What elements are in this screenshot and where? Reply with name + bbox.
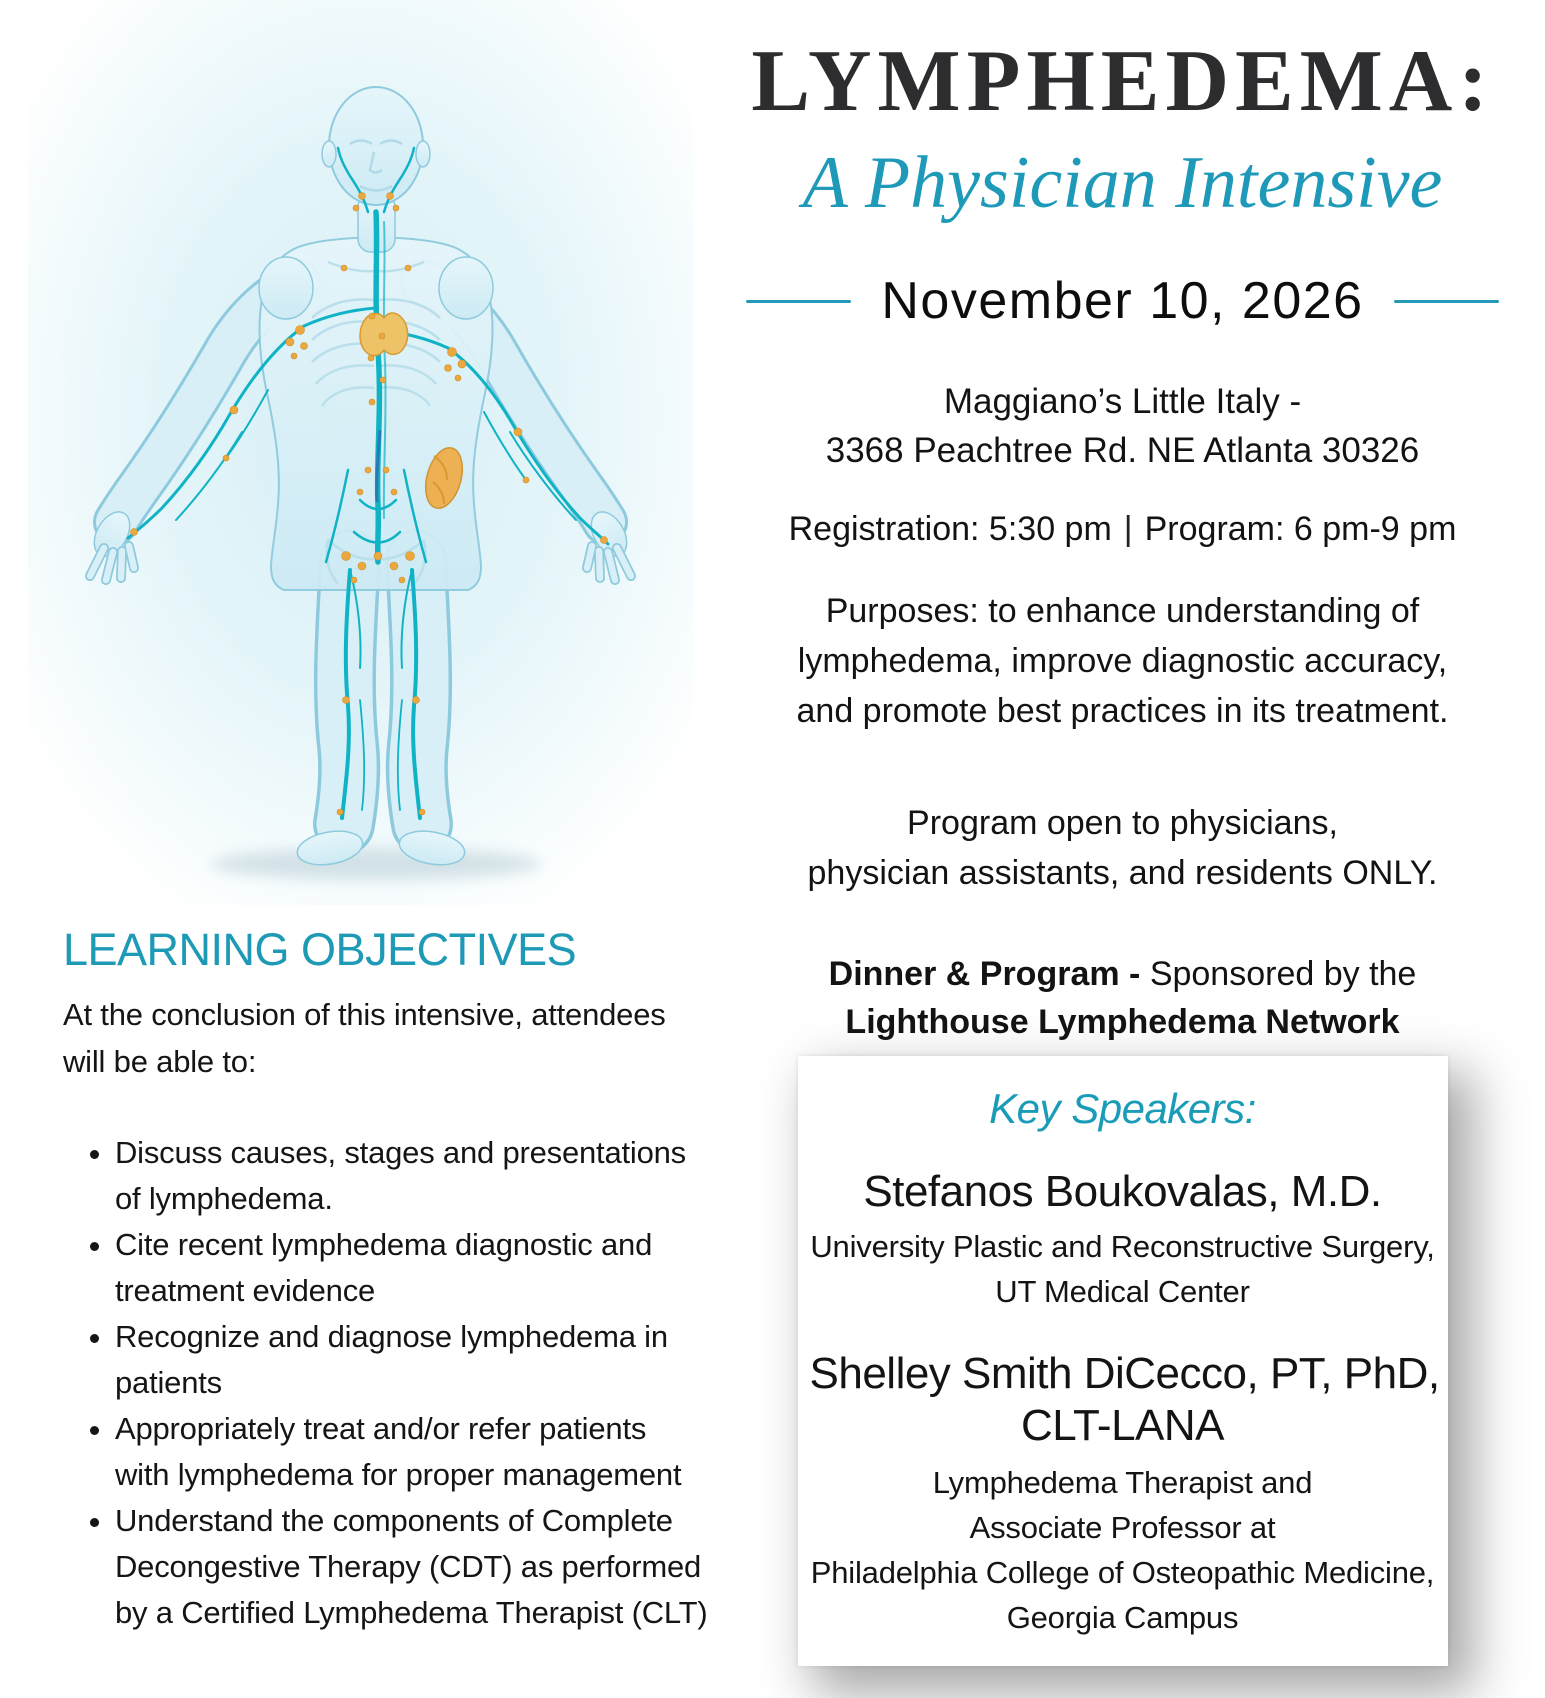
schedule-divider: | bbox=[1123, 510, 1133, 549]
date-rule-left bbox=[746, 300, 851, 303]
event-title: LYMPHEDEMA: bbox=[751, 33, 1494, 130]
date-rule-right bbox=[1394, 300, 1499, 303]
learning-objectives-list bbox=[63, 1130, 708, 1636]
event-details-column bbox=[700, 0, 1545, 1666]
sponsor-line bbox=[700, 950, 1545, 998]
objective-item: • Discuss causes, stages and presentations of lymphedema. bbox=[115, 1130, 708, 1222]
speaker-2-org: Associate Professor at bbox=[969, 1510, 1276, 1546]
objective-item: • Appropriately treat and/or refer patients with lymphedema for proper management bbox=[115, 1406, 708, 1498]
sponsor-lead: Dinner & Program - bbox=[828, 955, 1141, 994]
registration-time: Registration: 5:30 pm bbox=[788, 510, 1112, 549]
learning-objectives-heading: LEARNING OBJECTIVES bbox=[63, 924, 577, 975]
speaker-1-org: University Plastic and Reconstructive Surgery, bbox=[810, 1229, 1435, 1265]
venue-address: 3368 Peachtree Rd. NE Atlanta 30326 bbox=[825, 431, 1420, 471]
speaker-1-name: Stefanos Boukovalas, M.D. bbox=[863, 1167, 1382, 1217]
learning-objectives-section bbox=[63, 925, 708, 1636]
key-speakers-heading: Key Speakers: bbox=[989, 1085, 1256, 1133]
objective-item: • Cite recent lymphedema diagnostic and treatment evidence bbox=[115, 1222, 708, 1314]
speaker-2-org: Philadelphia College of Osteopathic Medicine, bbox=[810, 1555, 1435, 1591]
sponsor-block bbox=[700, 950, 1545, 1046]
speaker-2-name: Shelley Smith DiCecco, PT, PhD, bbox=[809, 1349, 1440, 1399]
body-figure-svg bbox=[28, 0, 693, 905]
purpose-line: Purposes: to enhance understanding of bbox=[825, 592, 1420, 631]
lymphatic-body-illustration bbox=[28, 0, 693, 905]
purpose-block bbox=[700, 586, 1545, 736]
event-subtitle: A Physician Intensive bbox=[802, 142, 1443, 225]
speaker-1-org: UT Medical Center bbox=[995, 1274, 1250, 1310]
speaker-2-org: Lymphedema Therapist and bbox=[932, 1465, 1313, 1501]
learning-objectives-intro: At the conclusion of this intensive, attendees will be able to: bbox=[63, 997, 666, 1080]
objective-item: • Understand the components of Complete Decongestive Therapy (CDT) as performed by a Certified Lymphedema Therapist (CLT) bbox=[115, 1498, 708, 1636]
event-date-row bbox=[700, 271, 1545, 331]
venue-block bbox=[700, 377, 1545, 475]
schedule-line bbox=[700, 505, 1545, 554]
purpose-line: and promote best practices in its treatment. bbox=[796, 692, 1449, 731]
audience-line: Program open to physicians, bbox=[907, 804, 1338, 843]
audience-block bbox=[700, 798, 1545, 898]
sponsor-tail: Sponsored by the bbox=[1149, 955, 1417, 994]
event-date: November 10, 2026 bbox=[881, 272, 1364, 331]
purpose-line: lymphedema, improve diagnostic accuracy, bbox=[797, 642, 1448, 681]
audience-line: physician assistants, and residents ONLY. bbox=[807, 854, 1438, 893]
program-time: Program: 6 pm-9 pm bbox=[1144, 510, 1457, 549]
speaker-2-name: CLT-LANA bbox=[1020, 1401, 1225, 1451]
objective-item: • Recognize and diagnose lymphedema in patients bbox=[115, 1314, 708, 1406]
sponsor-name: Lighthouse Lymphedema Network bbox=[845, 1003, 1400, 1042]
speaker-2-org: Georgia Campus bbox=[1006, 1600, 1239, 1636]
venue-name: Maggiano’s Little Italy - bbox=[943, 382, 1302, 422]
key-speakers-box bbox=[798, 1056, 1448, 1666]
